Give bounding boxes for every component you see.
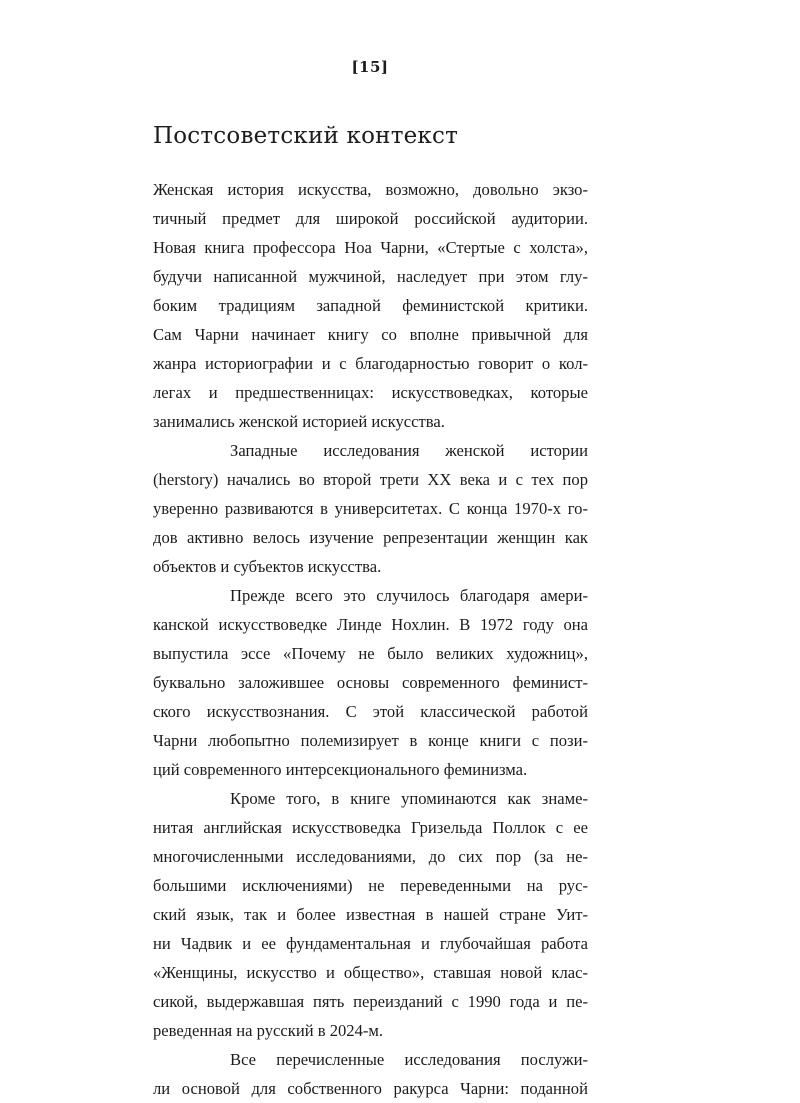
body-text xyxy=(153,175,588,1103)
text-line: объектов и субъектов искусства. xyxy=(153,557,382,576)
text-line: ли основой для собственного ракурса Чарни: поданной xyxy=(153,1079,588,1098)
text-line: ни Чадвик и ее фундаментальная и глубочайшая работа xyxy=(153,934,588,953)
paragraph xyxy=(153,581,588,784)
paragraph xyxy=(153,436,588,581)
text-line: ский язык, так и более известная в нашей стране Уит- xyxy=(153,905,588,924)
text-line: ций современного интерсекционального феминизма. xyxy=(153,760,528,779)
text-line: будучи написанной мужчиной, наследует при этом глу- xyxy=(153,267,588,286)
text-line: большими исключениями) не переведенными на рус- xyxy=(153,876,588,895)
text-line: Прежде всего это случилось благодаря амери- xyxy=(230,586,588,605)
text-line: Кроме того, в книге упоминаются как знаме- xyxy=(230,789,588,808)
text-line: занимались женской историей искусства. xyxy=(153,412,445,431)
text-line: «Женщины, искусство и общество», ставшая новой клас- xyxy=(153,963,588,982)
text-line: сикой, выдержавшая пять переизданий с 1990 года и пе- xyxy=(153,992,588,1011)
paragraph xyxy=(153,1045,588,1103)
text-line: Женская история искусства, возможно, довольно экзо- xyxy=(153,180,588,199)
text-line: канской искусствоведке Линде Нохлин. В 1972 году она xyxy=(153,615,588,634)
text-line: Все перечисленные исследования послужи- xyxy=(230,1050,588,1069)
text-line: буквально заложившее основы современного феминист- xyxy=(153,673,588,692)
text-line: дов активно велось изучение репрезентации женщин как xyxy=(153,528,588,547)
text-line: Новая книга профессора Ноа Чарни, «Стертые с холста», xyxy=(153,238,588,257)
text-line: выпустила эссе «Почему не было великих художниц», xyxy=(153,644,588,663)
text-line: Западные исследования женской истории xyxy=(230,441,588,460)
text-line: ского искусствознания. С этой классической работой xyxy=(153,702,588,721)
paragraph xyxy=(153,784,588,1045)
text-line: Сам Чарни начинает книгу со вполне привычной для xyxy=(153,325,588,344)
text-line: боким традициям западной феминистской критики. xyxy=(153,296,588,315)
text-line: нитая английская искусствоведка Гризельда Поллок с ее xyxy=(153,818,588,837)
section-heading: Постсоветский контекст xyxy=(153,123,459,149)
paragraph xyxy=(153,175,588,436)
text-line: жанра историографии и с благодарностью говорит о кол- xyxy=(153,354,588,373)
text-line: легах и предшественницах: искусствоведках, которые xyxy=(153,383,588,402)
text-line: Чарни любопытно полемизирует в конце книги с пози- xyxy=(153,731,588,750)
text-line: уверенно развиваются в университетах. С конца 1970-х го- xyxy=(153,499,588,518)
text-line: (herstory) начались во второй трети XX века и с тех пор xyxy=(153,470,588,489)
text-line: реведенная на русский в 2024-м. xyxy=(153,1021,384,1040)
text-line: многочисленными исследованиями, до сих пор (за не- xyxy=(153,847,588,866)
page-number: [15] xyxy=(351,58,389,76)
text-line: тичный предмет для широкой российской аудитории. xyxy=(153,209,588,228)
